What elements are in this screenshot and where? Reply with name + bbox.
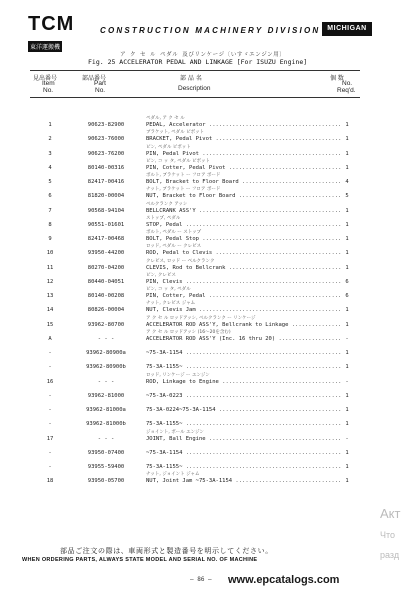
- logo-subtitle: 東洋運搬機: [28, 41, 62, 52]
- col-item-en1: Item: [42, 80, 55, 87]
- description-jp: ベルクランク アッシ: [146, 201, 188, 207]
- quantity: 5: [345, 193, 349, 200]
- description-jp: ロッド, ペダル ー クレビス: [146, 244, 202, 250]
- item-number: 15: [46, 321, 54, 328]
- description-jp: ナット, クレビス ジャム: [146, 301, 196, 307]
- quantity: 6: [345, 293, 349, 299]
- item-number: 14: [46, 307, 54, 314]
- description: 75-3A-1155~ .....: [146, 364, 341, 370]
- item-number: 8: [48, 221, 52, 228]
- item-number: -: [48, 421, 52, 428]
- quantity: 6: [345, 278, 349, 285]
- part-number: - - -: [97, 378, 115, 385]
- col-part-en2: No.: [95, 87, 106, 94]
- description: ROD, Pedal to Clevis .....: [146, 250, 341, 256]
- item-number: -: [48, 364, 52, 371]
- item-number: 12: [46, 278, 54, 285]
- part-number: 93950-07400: [87, 449, 125, 456]
- quantity: 1: [345, 122, 349, 128]
- part-number: 93962-81000b: [86, 421, 126, 428]
- item-number: 11: [46, 264, 54, 271]
- part-number: 80140-00316: [87, 164, 125, 171]
- description-jp: ジョイント, ボール エンジン: [146, 429, 204, 435]
- col-item-en2: No.: [43, 87, 54, 94]
- quantity: 1: [345, 350, 349, 356]
- col-qty-jp: 個 数: [330, 75, 344, 82]
- item-number: -: [48, 392, 52, 399]
- description: ~75-3A-1154 .....: [146, 350, 341, 356]
- part-number: 93962-81000: [87, 392, 125, 399]
- item-number: 3: [48, 150, 52, 157]
- description: PIN, Cotter, Pedal .....: [146, 293, 341, 299]
- description: BRACKET, Pedal Pivot .....: [146, 136, 341, 142]
- quantity: 4: [345, 179, 349, 185]
- description: PIN, Cotter, Pedal Pivot .....: [146, 165, 341, 171]
- quantity: 1: [345, 307, 349, 314]
- description: BOLT, Bracket to Floor Board .....: [146, 179, 341, 185]
- side-text-1: Акт: [380, 506, 401, 521]
- description: PIN, Clevis .....: [146, 279, 341, 285]
- description: ~75-3A-0223 .....: [146, 393, 341, 399]
- part-number: - - -: [97, 335, 115, 342]
- ordering-note: WHEN ORDERING PARTS, ALWAYS STATE MODEL AND SERIAL NO. OF MACHINE: [22, 557, 258, 563]
- part-number: 93962-80700: [87, 321, 125, 328]
- description-jp: ストップ, ペダル: [146, 215, 181, 221]
- part-number: 80270-04200: [87, 264, 125, 271]
- ordering-note-jp: 部品ご注文の際は、車両形式と製造番号を明示してください。: [60, 547, 273, 555]
- quantity: 1: [345, 449, 349, 456]
- part-number: 90623-76200: [87, 150, 125, 157]
- description-jp: ナット, ジョイント ジャム: [146, 472, 200, 478]
- description-jp: ナット, ブラケット ー フロア ボード: [146, 187, 221, 193]
- description: PEDAL, Accelerator .....: [146, 122, 341, 128]
- part-number: 80440-04051: [87, 278, 125, 285]
- description: ROD, Linkage to Engine .....: [146, 379, 341, 385]
- part-number: 90551-01601: [87, 221, 125, 228]
- watermark: www.epcatalogs.com: [228, 574, 340, 586]
- quantity: 1: [345, 464, 349, 470]
- figure-title-jp: ア ク セ ル ペダル 及びリンケージ〔いすゞエンジン用〕: [120, 52, 286, 58]
- item-number: 6: [48, 193, 52, 200]
- description: 75-3A-1155~ .....: [146, 464, 341, 470]
- page-number: — 86 —: [190, 576, 212, 583]
- quantity: 1: [345, 478, 349, 485]
- quantity: -: [345, 378, 349, 385]
- item-number: 18: [46, 478, 54, 485]
- description-jp: ボルト, ブラケット ー フロア ボード: [146, 173, 221, 178]
- description-jp: ブラケット, ペダル ピボット: [146, 130, 205, 136]
- description: 75-3A-1155~ .....: [146, 421, 341, 427]
- description: ~75-3A-1154 .....: [146, 450, 341, 456]
- item-number: -: [48, 407, 52, 413]
- col-part-en1: Part: [94, 80, 106, 87]
- item-number: 4: [48, 164, 52, 171]
- logo-text: TCM: [28, 13, 75, 35]
- part-number: 90623-76000: [87, 136, 125, 143]
- quantity: 1: [345, 164, 349, 171]
- description-jp: クレビス, ロッド ー ベルクランク: [146, 258, 215, 264]
- description: NUT, Bracket to Floor Board .....: [146, 193, 341, 199]
- item-number: 17: [46, 435, 54, 442]
- quantity: 1: [345, 321, 349, 328]
- item-number: 1: [48, 122, 52, 128]
- col-qty-en2: Req'd.: [337, 87, 356, 94]
- side-text-3: разд: [380, 550, 400, 560]
- description: ACCELERATOR ROD ASS'Y, Bellcrank to Linkage .....: [146, 322, 341, 328]
- description-jp: ロッド, リンケージ ー エンジン: [146, 372, 210, 378]
- quantity: 1: [345, 364, 349, 371]
- part-number: 82417-00416: [87, 179, 125, 185]
- quantity: 1: [345, 221, 349, 228]
- description: BOLT, Pedal Stop .....: [146, 236, 341, 242]
- description: NUT, Clevis Jam .....: [146, 307, 341, 313]
- description-jp: ア ク セ ル ロッドアッシ (16〜20を含む): [146, 329, 231, 335]
- brand-badge: MICHIGAN: [322, 22, 372, 36]
- col-item-jp: 見出番号: [33, 75, 58, 82]
- header-rule-top: [30, 70, 360, 71]
- quantity: 1: [345, 136, 349, 143]
- header-rule-bottom: [30, 97, 360, 98]
- parts-list: [0, 114, 410, 494]
- part-number: 93955-59400: [87, 464, 125, 470]
- item-number: 9: [48, 236, 52, 242]
- quantity: 1: [345, 207, 349, 214]
- description: ACCELERATOR ROD ASS'Y (Inc. 16 thru 20) .....: [146, 336, 341, 342]
- quantity: 1: [345, 264, 349, 271]
- description-jp: ペダル, ア ク セ ル: [146, 116, 185, 121]
- item-number: A: [48, 335, 52, 342]
- item-number: 2: [48, 136, 52, 143]
- description: JOINT, Ball Engine .....: [146, 436, 341, 442]
- figure-title: Fig. 25 ACCELERATOR PEDAL AND LINKAGE [For ISUZU Engine]: [88, 58, 308, 66]
- description: STOP, Pedal .....: [146, 222, 341, 228]
- description: CLEVIS, Rod to Bellcrank .....: [146, 265, 341, 271]
- part-number: - - -: [97, 435, 115, 442]
- item-number: -: [48, 350, 52, 356]
- part-number: 81820-00004: [87, 193, 125, 200]
- list-item: [0, 470, 410, 490]
- part-number: 82417-00468: [87, 236, 125, 242]
- part-number: 80826-00004: [87, 307, 125, 314]
- item-number: -: [48, 464, 52, 470]
- col-desc-jp: 部 品 名: [180, 75, 202, 82]
- part-number: 80140-00208: [87, 293, 125, 299]
- description: BELLCRANK ASS'Y .....: [146, 208, 341, 214]
- division-title: CONSTRUCTION MACHINERY DIVISION: [100, 26, 321, 35]
- item-number: -: [48, 449, 52, 456]
- quantity: -: [345, 435, 349, 442]
- part-number: 93962-80900b: [86, 364, 126, 371]
- quantity: 1: [345, 250, 349, 257]
- company-logo: [28, 14, 88, 53]
- description-jp: ピン, クレビス: [146, 272, 176, 278]
- side-text-2: Что: [380, 530, 396, 540]
- part-number: 90623-82900: [87, 122, 125, 128]
- col-qty-en1: No.: [342, 80, 353, 87]
- quantity: 1: [345, 236, 349, 242]
- quantity: 1: [345, 392, 349, 399]
- description-jp: ア ク セ ル ロッドアッシ, ベルクランク ー リンケージ: [146, 315, 256, 321]
- part-number: 93950-44200: [87, 250, 125, 257]
- item-number: 10: [46, 250, 54, 257]
- item-number: 13: [46, 293, 54, 299]
- description: 75-3A-0224~75-3A-1154 .....: [146, 407, 341, 413]
- quantity: -: [345, 335, 349, 342]
- part-number: 93962-80900a: [86, 350, 126, 356]
- description-jp: ボルト, ペダル ー ストップ: [146, 230, 202, 235]
- quantity: 1: [345, 407, 349, 413]
- col-part-jp: 部品番号: [82, 75, 107, 82]
- description: PIN, Pedal Pivot .....: [146, 151, 341, 157]
- description-jp: ピン, コ ッ タ, ペダル: [146, 287, 191, 292]
- description-jp: ピン, コ ッ タ, ペダル ピボット: [146, 158, 211, 164]
- part-number: 93962-81000a: [86, 407, 126, 413]
- description-jp: ピン, ペダル ピボット: [146, 144, 191, 150]
- description: NUT, Joint Jam ~75-3A-1154 .....: [146, 478, 341, 484]
- item-number: 16: [46, 378, 54, 385]
- item-number: 5: [48, 179, 52, 185]
- quantity: 1: [345, 421, 349, 428]
- quantity: 1: [345, 150, 349, 157]
- part-number: 93950-05700: [87, 478, 125, 485]
- col-desc-en: Description: [178, 85, 211, 92]
- item-number: 7: [48, 207, 52, 214]
- part-number: 90568-94104: [87, 207, 125, 214]
